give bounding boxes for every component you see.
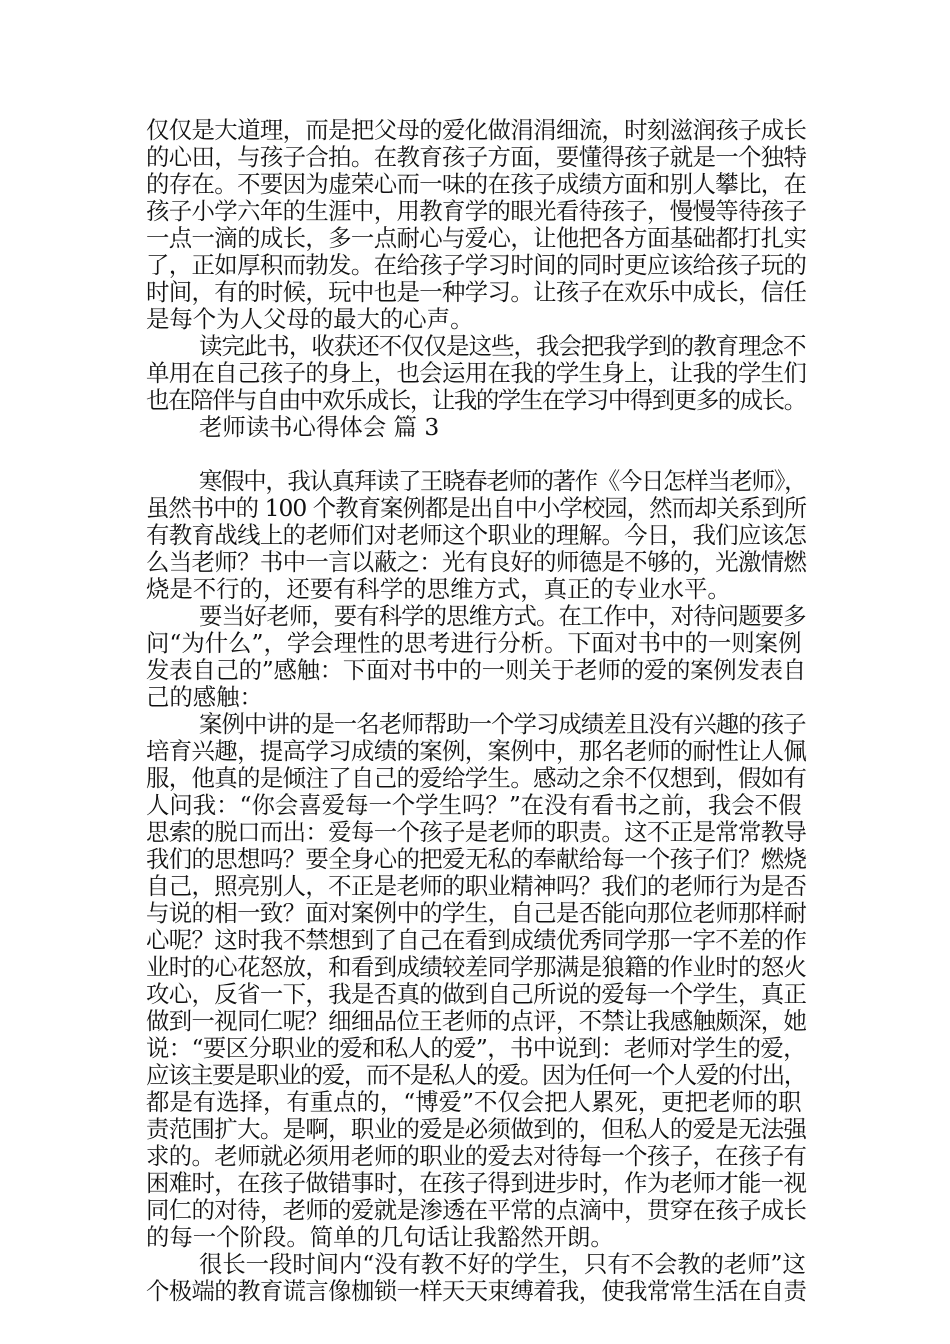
text-line: 与说的相一致？面对案例中的学生，自己是否能向那位老师那样耐 <box>146 899 807 927</box>
text-line: 己的感触： <box>146 683 263 711</box>
text-line: 求的。老师就必须用老师的职业的爱去对待每一个孩子，在孩子有 <box>146 1142 807 1170</box>
text-line: 一点一滴的成长，多一点耐心与爱心，让他把各方面基础都打扎实 <box>146 224 807 252</box>
paragraph-first-line: 案例中讲的是一名老师帮助一个学习成绩差且没有兴趣的孩子 <box>199 710 806 738</box>
paragraph-first-line: 读完此书，收获还不仅仅是这些，我会把我学到的教育理念不 <box>199 332 806 360</box>
text-line: 同仁的对待，老师的爱就是渗透在平常的点滴中，贯穿在孩子成长 <box>146 1196 807 1224</box>
text-line: 仅仅是大道理，而是把父母的爱化做涓涓细流，时刻滋润孩子成长 <box>146 116 807 144</box>
text-line: 孩子小学六年的生涯中，用教育学的眼光看待孩子，慢慢等待孩子 <box>146 197 807 225</box>
text-line: 说：“要区分职业的爱和私人的爱”，书中说到：老师对学生的爱， <box>146 1034 806 1062</box>
text-line: 了，正如厚积而勃发。在给孩子学习时间的同时更应该给孩子玩的 <box>146 251 807 279</box>
text-line: 烧是不行的，还要有科学的思维方式，真正的专业水平。 <box>146 575 731 603</box>
text-line: 人问我：“你会喜爱每一个学生吗？”在没有看书之前，我会不假 <box>146 791 802 819</box>
text-line: 培育兴趣，提高学习成绩的案例，案例中，那名老师的耐性让人佩 <box>146 737 807 765</box>
text-line: 做到一视同仁呢？细细品位王老师的点评，不禁让我感触颇深，她 <box>146 1007 807 1035</box>
text-line: 心呢？这时我不禁想到了自己在看到成绩优秀同学那一字不差的作 <box>146 926 807 954</box>
text-line: 业时的心花怒放，和看到成绩较差同学那满是狼籍的作业时的怒火 <box>146 953 807 981</box>
text-line: 问“为什么”，学会理性的思考进行分析。下面对书中的一则案例 <box>146 629 802 657</box>
text-line: 困难时，在孩子做错事时，在孩子得到进步时，作为老师才能一视 <box>146 1169 807 1197</box>
text-line: 时间，有的时候，玩中也是一种学习。让孩子在欢乐中成长，信任 <box>146 278 807 306</box>
text-line: 思索的脱口而出：爱每一个孩子是老师的职责。这不正是常常教导 <box>146 818 807 846</box>
text-line: 责范围扩大。是啊，职业的爱是必须做到的，但私人的爱是无法强 <box>146 1115 807 1143</box>
text-line: 应该主要是职业的爱，而不是私人的爱。因为任何一个人爱的付出， <box>146 1061 806 1089</box>
text-line: 么当老师？书中一言以蔽之：光有良好的师德是不够的，光激情燃 <box>146 548 807 576</box>
text-line: 的存在。不要因为虚荣心而一味的在孩子成绩方面和别人攀比，在 <box>146 170 807 198</box>
text-line: 自己，照亮别人，不正是老师的职业精神吗？我们的老师行为是否 <box>146 872 807 900</box>
text-line: 虽然书中的 100 个教育案例都是出自中小学校园，然而却关系到所 <box>146 494 807 522</box>
text-line: 我们的思想吗？要全身心的把爱无私的奉献给每一个孩子们？燃烧 <box>146 845 807 873</box>
section-heading: 老师读书心得体会 篇 3 <box>199 413 440 441</box>
paragraph-first-line: 寒假中，我认真拜读了王晓春老师的著作《今日怎样当老师》， <box>199 467 807 495</box>
text-line: 发表自己的”感触：下面对书中的一则关于老师的爱的案例发表自 <box>146 656 806 684</box>
text-line: 单用在自己孩子的身上，也会运用在我的学生身上，让我的学生们 <box>146 359 807 387</box>
document-body <box>146 117 806 1305</box>
text-line: 是每个为人父母的最大的心声。 <box>146 305 474 333</box>
text-line: 攻心，反省一下，我是否真的做到自己所说的爱每一个学生，真正 <box>146 980 807 1008</box>
text-line: 有教育战线上的老师们对老师这个职业的理解。今日，我们应该怎 <box>146 521 807 549</box>
paragraph-first-line: 很长一段时间内“没有教不好的学生，只有不会教的老师”这 <box>199 1250 806 1278</box>
blank-line <box>146 441 806 468</box>
text-line: 的心田，与孩子合拍。在教育孩子方面，要懂得孩子就是一个独特 <box>146 143 807 171</box>
paragraph-first-line: 要当好老师，要有科学的思维方式。在工作中，对待问题要多 <box>199 602 806 630</box>
text-line: 服，他真的是倾注了自己的爱给学生。感动之余不仅想到，假如有 <box>146 764 807 792</box>
text-line: 个极端的教育谎言像枷锁一样天天束缚着我，使我常常生活在自责 <box>146 1277 807 1305</box>
text-line: 也在陪伴与自由中欢乐成长，让我的学生在学习中得到更多的成长。 <box>146 386 806 414</box>
text-line: 的每一个阶段。简单的几句话让我豁然开朗。 <box>146 1223 614 1251</box>
text-line: 都是有选择，有重点的，“博爱”不仅会把人累死，更把老师的职 <box>146 1088 802 1116</box>
